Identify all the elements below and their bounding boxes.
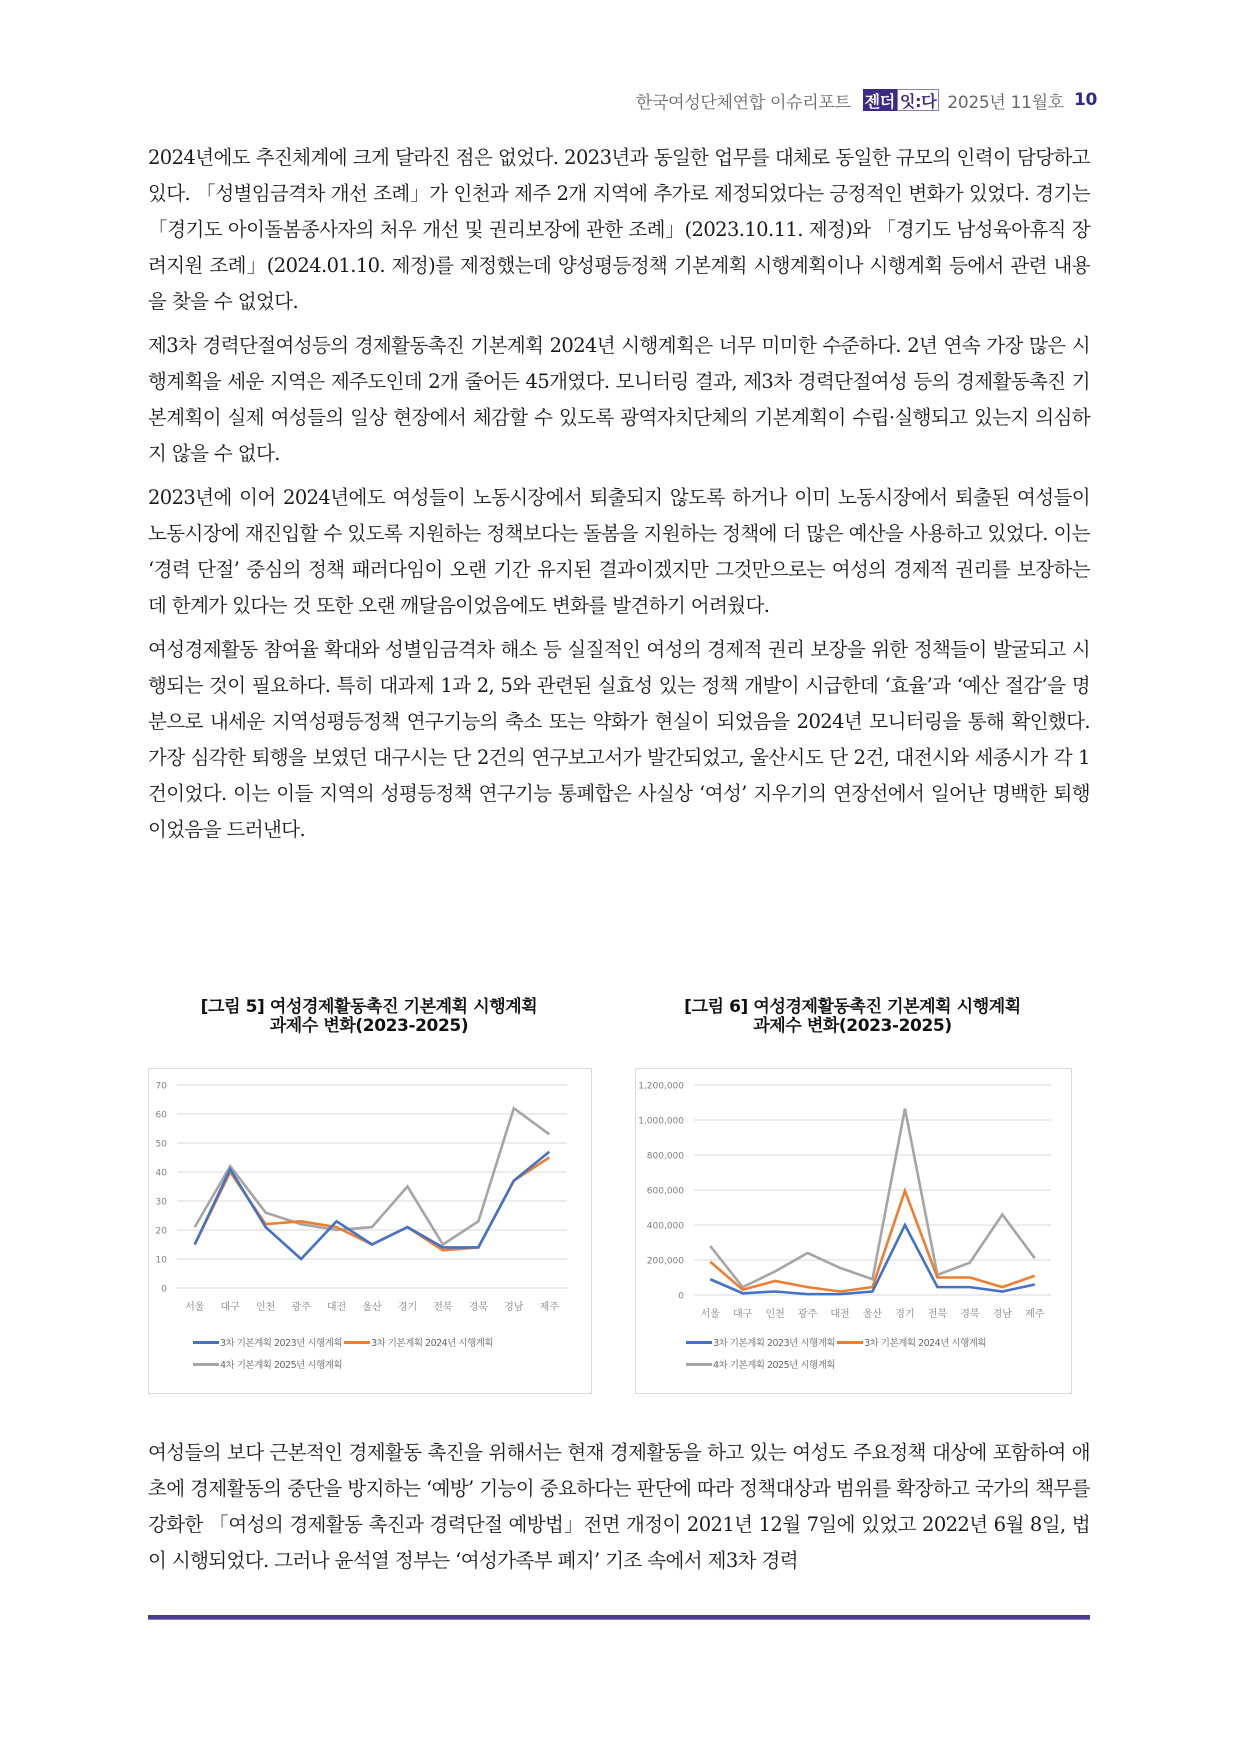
legend-item: 3차 기본계획 2023년 시행계획 xyxy=(193,1335,342,1349)
svg-text:70: 70 xyxy=(155,1081,167,1092)
legend-item: 3차 기본계획 2023년 시행계획 xyxy=(686,1335,835,1349)
svg-text:경남: 경남 xyxy=(504,1302,524,1313)
body-text-bottom xyxy=(148,1435,1090,1587)
svg-text:대구: 대구 xyxy=(220,1302,240,1313)
svg-text:광주: 광주 xyxy=(291,1302,311,1313)
svg-text:전북: 전북 xyxy=(433,1302,453,1313)
chart-5 xyxy=(148,1068,592,1394)
svg-text:20: 20 xyxy=(155,1226,167,1237)
paragraph: 여성경제활동 참여율 확대와 성별임금격차 해소 등 실질적인 여성의 경제적 권리 보장을 위한 정책들이 발굴되고 시행되는 것이 필요하다. 특히 대과제 1과 2, 5와 관련된 실효성 있는 정책 개발이 시급한데 ‘효율’과 ‘예산 절감’을 명분으로 내세운 지역성평등정책 연구기능의 축소 또는 약화가 현실이 되었음을 2024년 모니터링을 통해 확인했다. 가장 심각한 퇴행을 보였던 대구시는 단 2건의 연구보고서가 발간되었고, 울산시도 단 2건, 대전시와 세종시가 각 1건이었다. 이는 이들 지역의 성평등정책 연구기능 통폐합은 사실상 ‘여성’ 지우기의 연장선에서 일어난 명백한 퇴행이었음을 드러낸다. xyxy=(148,638,1090,841)
chart-6 xyxy=(635,1068,1072,1394)
svg-text:울산: 울산 xyxy=(362,1302,382,1313)
legend-item: 3차 기본계획 2024년 시행계획 xyxy=(837,1335,986,1349)
svg-text:제주: 제주 xyxy=(539,1302,559,1313)
svg-text:800,000: 800,000 xyxy=(646,1151,684,1162)
svg-text:경북: 경북 xyxy=(468,1302,489,1313)
page-header xyxy=(636,86,1097,114)
figure-5-title: [그림 5] 여성경제활동촉진 기본계획 시행계획 과제수 변화(2023-2025) xyxy=(200,997,538,1036)
paragraph: 2024년에도 추진체계에 크게 달라진 점은 없었다. 2023년과 동일한 업무를 대체로 동일한 규모의 인력이 담당하고 있다. 「성별임금격차 개선 조례」가 인천과 제주 2개 지역에 추가로 제정되었다는 긍정적인 변화가 있었다. 경기는 「경기도 아이돌봄종사자의 처우 개선 및 권리보장에 관한 조례」(2023.10.11. 제정)와 「경기도 남성육아휴직 장려지원 조례」(2024.01.10. 제정)를 제정했는데 양성평등정책 기본계획 시행계획이나 시행계획 등에서 관련 내용을 찾을 수 없었다. xyxy=(148,146,1090,313)
chart-5-plot xyxy=(149,1069,591,1329)
report-badge xyxy=(863,89,940,111)
page-number: 10 xyxy=(1073,90,1097,110)
badge-dark: 젠더 xyxy=(863,89,897,111)
svg-text:30: 30 xyxy=(155,1197,167,1208)
svg-text:40: 40 xyxy=(155,1168,167,1179)
body-text-top xyxy=(148,140,1090,856)
paragraph: 제3차 경력단절여성등의 경제활동촉진 기본계획 2024년 시행계획은 너무 미미한 수준하다. 2년 연속 가장 많은 시행계획을 세운 지역은 제주도인데 2개 줄어든 45개였다. 모니터링 결과, 제3차 경력단절여성 등의 경제활동촉진 기본계획이 실제 여성들의 일상 현장에서 체감할 수 있도록 광역자치단체의 기본계획이 수립·실행되고 있는지 의심하지 않을 수 없다. xyxy=(148,334,1090,465)
svg-text:200,000: 200,000 xyxy=(646,1256,684,1267)
svg-text:울산: 울산 xyxy=(862,1309,883,1320)
legend-item: 3차 기본계획 2024년 시행계획 xyxy=(344,1335,493,1349)
svg-text:600,000: 600,000 xyxy=(646,1186,684,1197)
svg-text:대전: 대전 xyxy=(326,1302,347,1313)
svg-text:서울: 서울 xyxy=(185,1302,205,1313)
chart-6-legend xyxy=(686,1331,988,1375)
svg-text:1,200,000: 1,200,000 xyxy=(638,1081,684,1092)
figure-5 xyxy=(148,998,590,1036)
svg-text:0: 0 xyxy=(161,1284,167,1295)
svg-text:대구: 대구 xyxy=(733,1309,753,1320)
svg-text:60: 60 xyxy=(155,1110,167,1121)
legend-item: 4차 기본계획 2025년 시행계획 xyxy=(193,1357,342,1371)
report-org: 한국여성단체연합 이슈리포트 xyxy=(635,92,851,113)
svg-text:1,000,000: 1,000,000 xyxy=(638,1116,684,1127)
svg-text:인천: 인천 xyxy=(255,1302,276,1313)
chart-5-legend xyxy=(193,1331,495,1375)
svg-text:광주: 광주 xyxy=(797,1309,818,1320)
svg-text:0: 0 xyxy=(678,1291,684,1302)
figure-6 xyxy=(635,998,1070,1036)
badge-light: 잇:다 xyxy=(897,89,939,111)
svg-text:50: 50 xyxy=(155,1139,167,1150)
issue-date: 2025년 11월호 xyxy=(947,92,1064,113)
svg-text:10: 10 xyxy=(155,1255,167,1266)
svg-text:경남: 경남 xyxy=(992,1309,1012,1320)
svg-text:인천: 인천 xyxy=(765,1309,785,1320)
svg-text:서울: 서울 xyxy=(700,1309,720,1320)
paragraph: 2023년에 이어 2024년에도 여성들이 노동시장에서 퇴출되지 않도록 하거나 이미 노동시장에서 퇴출된 여성들이 노동시장에 재진입할 수 있도록 지원하는 정책보다는 돌봄을 지원하는 정책에 더 많은 예산을 사용하고 있었다. 이는 ‘경력 단절’ 중심의 정책 패러다임이 오랜 기간 유지된 결과이겠지만 그것만으로는 여성의 경제적 권리를 보장하는 데 한계가 있다는 것 또한 오랜 깨달음이었음에도 변화를 발견하기 어려웠다. xyxy=(148,486,1090,617)
svg-text:경북: 경북 xyxy=(960,1309,980,1320)
svg-text:대전: 대전 xyxy=(830,1309,850,1320)
svg-text:400,000: 400,000 xyxy=(646,1221,684,1232)
figure-6-title: [그림 6] 여성경제활동촉진 기본계획 시행계획 과제수 변화(2023-2025) xyxy=(684,997,1021,1036)
paragraph: 여성들의 보다 근본적인 경제활동 촉진을 위해서는 현재 경제활동을 하고 있는 여성도 주요정책 대상에 포함하여 애초에 경제활동의 중단을 방지하는 ‘예방’ 기능이 중요하다는 판단에 따라 정책대상과 범위를 확장하고 국가의 책무를 강화한 「여성의 경제활동 촉진과 경력단절 예방법」전면 개정이 2021년 12월 7일에 있었고 2022년 6월 8일, 법이 시행되었다. 그러나 윤석열 정부는 ‘여성가족부 폐지’ 기조 속에서 제3차 경력 xyxy=(148,1441,1090,1572)
svg-text:경기: 경기 xyxy=(895,1309,915,1320)
svg-text:제주: 제주 xyxy=(1025,1309,1045,1320)
footer-divider xyxy=(148,1615,1090,1620)
svg-text:경기: 경기 xyxy=(397,1302,418,1313)
legend-item: 4차 기본계획 2025년 시행계획 xyxy=(686,1357,835,1371)
svg-text:전북: 전북 xyxy=(927,1309,948,1320)
chart-6-plot xyxy=(636,1069,1071,1329)
